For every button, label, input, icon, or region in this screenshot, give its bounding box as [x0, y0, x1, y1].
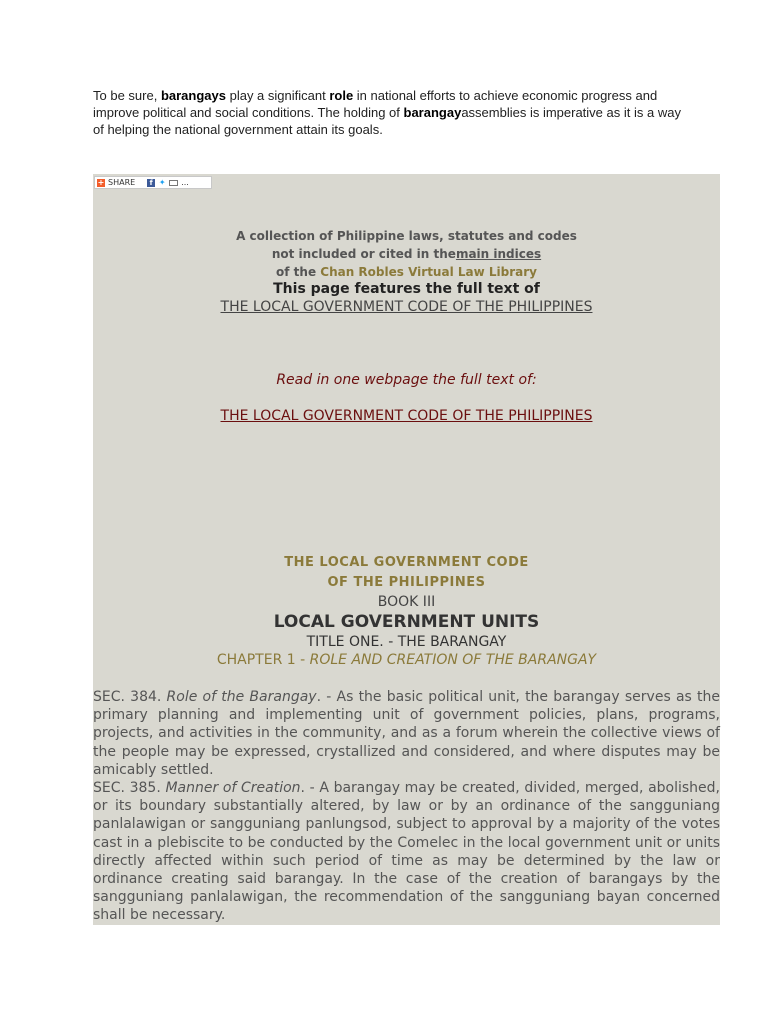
- code-heading-2: OF THE PHILIPPINES: [327, 575, 486, 590]
- section-385: [93, 779, 720, 925]
- library-line: [93, 265, 720, 279]
- intro-text: To be sure,: [93, 88, 161, 103]
- collection-line: A collection of Philippine laws, statutes and codes: [236, 229, 577, 243]
- intro-text: play a significant: [225, 88, 330, 103]
- not-included-text: not included or cited in the: [271, 247, 456, 261]
- section-body: . - As the basic political unit, the barangay serves as the primary planning and implementing unit of government policies, plans, programs, projects, and activities in the community, and as a forum wherein the collective views of the people may be expressed, crystallized and considered, and where disputes may be amicably settled.: [93, 689, 720, 778]
- law-content-panel: [93, 174, 720, 925]
- local-government-code-full-link[interactable]: THE LOCAL GOVERNMENT CODE OF THE PHILIPPINES: [220, 408, 593, 424]
- chan-robles-link[interactable]: Chan Robles Virtual Law Library: [320, 265, 537, 279]
- not-included-line: [93, 247, 720, 261]
- more-icon[interactable]: ...: [181, 178, 189, 187]
- read-full-text-label: Read in one webpage the full text of:: [276, 372, 537, 388]
- section-title: Manner of Creation: [165, 780, 301, 796]
- code-heading-1: THE LOCAL GOVERNMENT CODE: [284, 555, 529, 570]
- of-the-text: of the: [276, 265, 321, 279]
- features-line: This page features the full text of: [273, 281, 540, 297]
- intro-paragraph: [93, 87, 683, 138]
- intro-text: assemblies is imperative as it is a way of helping the national government attain its goals.: [93, 105, 681, 137]
- main-indices-link[interactable]: main indices: [455, 247, 542, 261]
- twitter-bird-icon[interactable]: ✦: [158, 177, 166, 187]
- chapter-heading: [93, 652, 720, 668]
- units-heading: LOCAL GOVERNMENT UNITS: [273, 612, 540, 632]
- facebook-icon[interactable]: f: [147, 179, 155, 187]
- intro-bold-role: role: [329, 88, 354, 103]
- intro-text: in national efforts to achieve economic progress and improve political and social conditions. The holding of: [93, 88, 658, 120]
- addthis-plus-icon: +: [97, 177, 105, 187]
- title-heading: TITLE ONE. - THE BARANGAY: [306, 634, 507, 650]
- section-title: Role of the Barangay: [166, 689, 317, 705]
- intro-bold-barangay: barangay: [403, 105, 462, 120]
- intro-bold-barangays: barangays: [160, 88, 226, 103]
- chapter-number: CHAPTER 1 -: [216, 652, 310, 668]
- share-button[interactable]: [94, 176, 212, 189]
- chapter-title: ROLE AND CREATION OF THE BARANGAY: [309, 652, 597, 668]
- section-number: SEC. 384.: [93, 689, 167, 705]
- book-heading: BOOK III: [377, 594, 436, 610]
- section-number: SEC. 385.: [93, 780, 166, 796]
- section-body: . - A barangay may be created, divided, merged, abolished, or its boundary substantially altered, by law or by an ordinance of the sangguniang panlalawigan or sangguniang panlungsod, subject to approval by a majority of the votes cast in a plebiscite to be conducted by the Comelec in the local government unit or units directly affected within such period of time as may be determined by the law or ordinance creating said barangay. In the case of the creation of barangays by the sangguniang panlalawigan, the recommendation of the sangguniang bayan concerned shall be necessary.: [93, 780, 720, 924]
- section-384: [93, 688, 720, 779]
- share-label: SHARE: [108, 178, 136, 187]
- email-icon[interactable]: [169, 180, 178, 186]
- local-government-code-link[interactable]: THE LOCAL GOVERNMENT CODE OF THE PHILIPPINES: [220, 299, 593, 315]
